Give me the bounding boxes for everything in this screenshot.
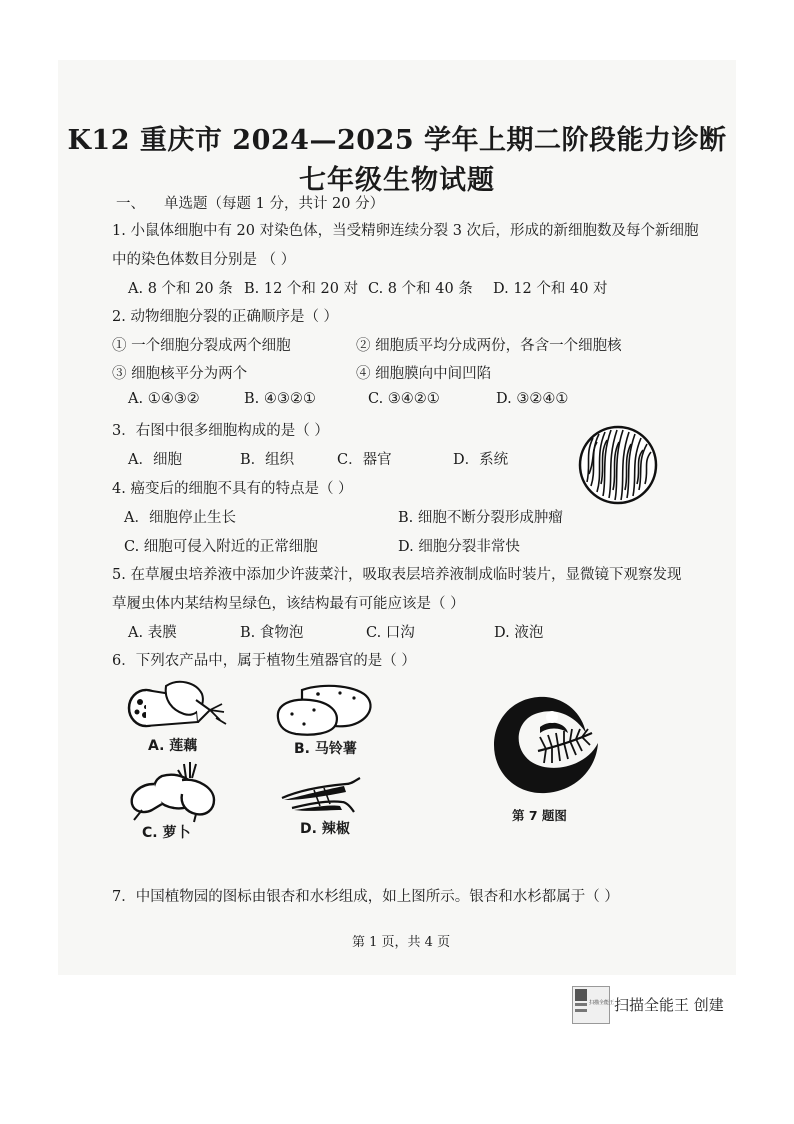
q7-stem: 7．中国植物园的图标由银杏和水杉组成，如上图所示。银杏和水杉都属于（ ） [112,889,619,905]
q6-caption-b: B. 马铃薯 [294,741,357,757]
q1-option-c: C. 8 个和 40 条 [368,281,473,297]
q1-option-b: B. 12 个和 20 对 [244,281,359,297]
q3-stem: 3．右图中很多细胞构成的是（ ） [112,423,329,439]
lotus-root-icon [126,678,230,736]
watermark-text: 扫描全能王 创建 [614,996,724,1014]
tissue-figure-icon [577,424,659,506]
chili-pepper-icon [280,776,362,818]
q3-option-b: B．组织 [240,452,295,468]
q2-stem: 2. 动物细胞分裂的正确顺序是（ ） [112,309,339,325]
q5-option-a: A. 表膜 [128,625,177,641]
q5-option-b: B. 食物泡 [240,625,304,641]
q1-option-a: A. 8 个和 20 条 [128,281,233,297]
q4-option-c: C. 细胞可侵入附近的正常细胞 [124,539,318,555]
exam-title: K12 重庆市 2024—2025 学年上期二阶段能力诊断 [67,125,727,156]
q6-caption-c: C. 萝卜 [142,825,191,841]
q2-item-4: ④ 细胞膜向中间凹陷 [356,366,492,382]
q1-stem-line2: 中的染色体数目分别是 （ ） [112,252,296,268]
camscanner-logo-icon [572,986,615,1024]
watermark-logo-text: 扫描全能王 [589,1000,615,1006]
q5-stem-line2: 草履虫体内某结构呈绿色，该结构最有可能应该是（ ） [112,596,465,612]
q4-option-b: B. 细胞不断分裂形成肿瘤 [398,510,563,526]
q2-option-c: C. ③④②① [368,391,440,407]
section-number: 一、 [116,196,145,212]
q4-option-d: D. 细胞分裂非常快 [398,539,520,555]
potato-icon [274,684,374,736]
q6-stem: 6．下列农产品中，属于植物生殖器官的是（ ） [112,653,416,669]
q2-item-1: ① 一个细胞分裂成两个细胞 [112,338,291,354]
exam-subtitle: 七年级生物试题 [299,165,495,196]
q4-stem: 4. 癌变后的细胞不具有的特点是（ ） [112,481,353,497]
q1-stem-line1: 1. 小鼠体细胞中有 20 对染色体，当受精卵连续分裂 3 次后，形成的新细胞数及每个新细胞 [112,223,699,239]
q5-option-c: C. 口沟 [366,625,415,641]
section-heading: 单选题（每题 1 分，共计 20 分） [164,196,385,212]
page-number: 第 1 页，共 4 页 [352,935,451,950]
q3-option-a: A．细胞 [128,452,182,468]
q2-option-b: B. ④③②① [244,391,316,407]
botanical-garden-logo-icon [490,693,602,797]
q6-caption-d: D. 辣椒 [300,821,350,837]
q5-stem-line1: 5. 在草履虫培养液中添加少许菠菜汁，吸取表层培养液制成临时装片，显微镜下观察发现 [112,567,682,583]
q3-option-d: D．系统 [453,452,509,468]
q2-item-2: ② 细胞质平均分成两份，各含一个细胞核 [356,338,622,354]
q1-option-d: D. 12 个和 40 对 [493,281,608,297]
q2-option-a: A. ①④③② [128,391,200,407]
radish-icon [124,760,220,822]
q2-item-3: ③ 细胞核平分为两个 [112,366,248,382]
q6-caption-a: A. 莲藕 [148,738,198,754]
q4-option-a: A．细胞停止生长 [124,510,236,526]
q7-figure-caption: 第 7 题图 [512,808,567,823]
q5-option-d: D. 液泡 [494,625,544,641]
q2-option-d: D. ③②④① [496,391,569,407]
q3-option-c: C．器官 [337,452,392,468]
